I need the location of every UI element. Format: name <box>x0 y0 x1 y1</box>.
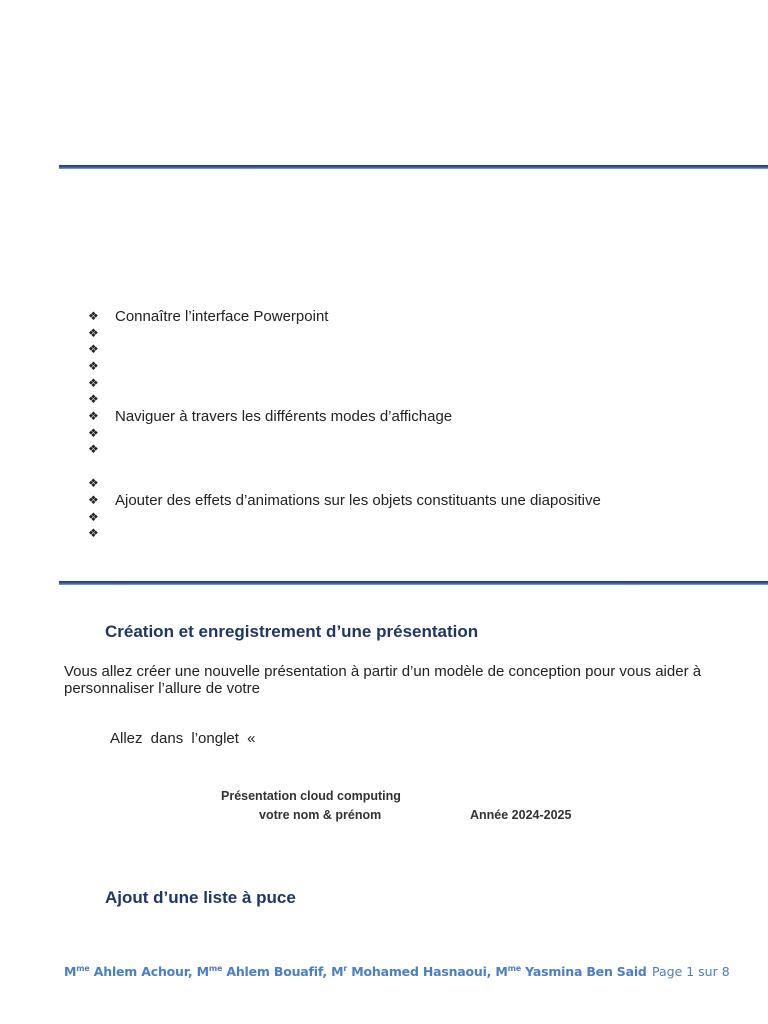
diamond-bullet-icon: ❖ <box>88 392 99 406</box>
instruction-text: Allez dans l’onglet « <box>110 730 256 747</box>
diamond-bullet-icon: ❖ <box>88 309 99 323</box>
author-prefix: M <box>196 964 209 980</box>
diamond-bullet-icon: ❖ <box>88 510 99 524</box>
slide-title-text: Présentation cloud computing <box>221 789 401 803</box>
list-item <box>88 308 328 325</box>
diamond-bullet-icon: ❖ <box>88 493 99 507</box>
diamond-bullet-icon: ❖ <box>88 442 99 456</box>
diamond-bullet-icon: ❖ <box>88 476 99 490</box>
slide-name-text: votre nom & prénom <box>259 808 382 822</box>
author-title-sup: me <box>208 964 223 973</box>
author-name: Mohamed Hasnaoui, <box>347 964 496 980</box>
list-item-text: Ajouter des effets d’animations sur les objets constituants une diapositive <box>115 492 601 509</box>
top-divider <box>59 165 768 169</box>
author-title-sup: r <box>343 964 348 973</box>
list-item-text: Naviguer à travers les différents modes d’affichage <box>115 408 453 425</box>
paragraph: Vous allez créer une nouvelle présentation à partir d’un modèle de conception pour vous aider à personnaliser l’allure de votre <box>64 663 702 697</box>
author-name: Ahlem Achour, <box>89 964 197 980</box>
slide-year-text: Année 2024-2025 <box>470 808 572 822</box>
list-item <box>88 492 601 509</box>
list-item <box>88 475 115 492</box>
diamond-bullet-icon: ❖ <box>88 342 99 356</box>
list-item <box>88 325 115 342</box>
list-item-text: Connaître l’interface Powerpoint <box>115 308 329 325</box>
list-item <box>88 441 115 458</box>
section-heading: Création et enregistrement d’une présentation <box>105 622 479 641</box>
list-item <box>88 358 115 375</box>
page-number: Page 1 sur 8 <box>652 964 730 979</box>
diamond-bullet-icon: ❖ <box>88 326 99 340</box>
author-prefix: M <box>331 964 344 980</box>
author-prefix: M <box>495 964 508 980</box>
list-item <box>88 525 115 542</box>
author-prefix: M <box>64 964 77 980</box>
diamond-bullet-icon: ❖ <box>88 426 99 440</box>
list-item <box>88 391 115 408</box>
list-item <box>88 375 115 392</box>
diamond-bullet-icon: ❖ <box>88 376 99 390</box>
diamond-bullet-icon: ❖ <box>88 409 99 423</box>
list-item <box>88 408 452 425</box>
footer-authors <box>64 964 647 979</box>
diamond-bullet-icon: ❖ <box>88 526 99 540</box>
list-item <box>88 509 115 526</box>
list-item <box>88 425 115 442</box>
section-heading: Ajout d’une liste à puce <box>105 888 296 907</box>
author-name: Ahlem Bouafif, <box>222 964 332 980</box>
section-divider <box>59 581 768 585</box>
list-item <box>88 341 115 358</box>
author-title-sup: me <box>76 964 90 973</box>
author-title-sup: me <box>507 964 522 973</box>
diamond-bullet-icon: ❖ <box>88 359 99 373</box>
author-name: Yasmina Ben Said <box>521 964 647 980</box>
